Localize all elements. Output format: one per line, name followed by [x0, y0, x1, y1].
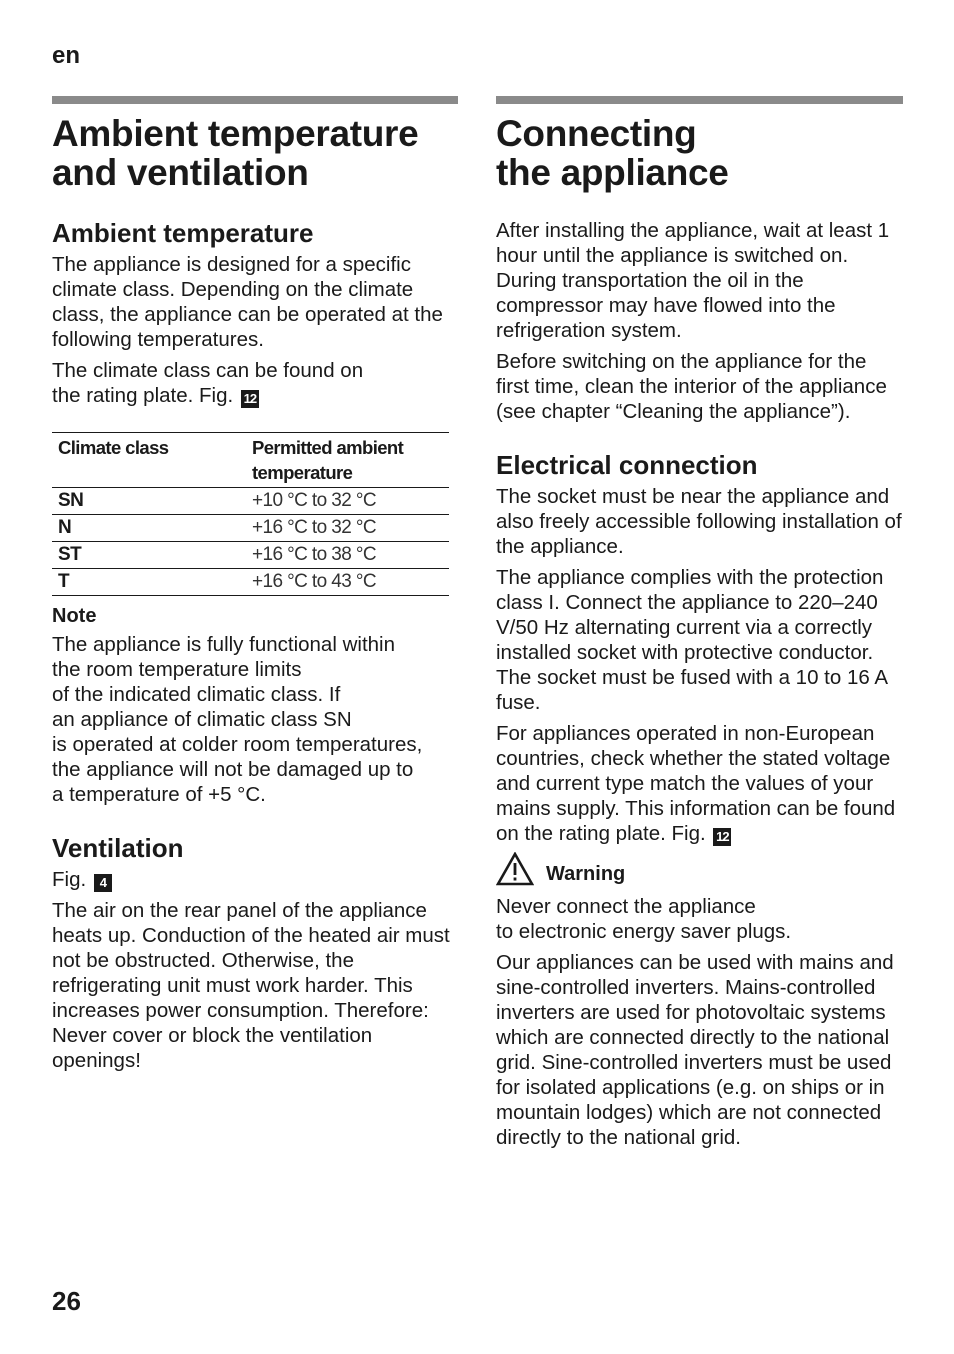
- title-line-1: Ambient temperature: [52, 113, 419, 154]
- table-row: [52, 515, 449, 542]
- left-section-title: [52, 114, 458, 192]
- warning-line-2: to electronic energy saver plugs.: [496, 920, 792, 943]
- climate-class-cell: T: [52, 569, 246, 596]
- temp-header-line-2: temperature: [252, 462, 353, 483]
- non-european-paragraph: [496, 721, 903, 846]
- climate-class-cell: N: [52, 515, 246, 542]
- clean-interior-paragraph: Before switching on the appliance for the first time, clean the interior of the appliance (see chapter “Cleaning the appliance”).: [496, 350, 887, 423]
- note-line: is operated at colder room temperatures,: [52, 733, 423, 756]
- climate-class-line-1: The climate class can be found on: [52, 359, 364, 382]
- temperature-range-cell: +16 °C to 38 °C: [246, 542, 449, 569]
- ventilation-heading: Ventilation: [52, 833, 184, 863]
- note-label: Note: [52, 605, 97, 627]
- fig-label: Fig.: [52, 868, 87, 891]
- section-rule: [496, 96, 903, 104]
- ventilation-paragraph: The air on the rear panel of the appliance heats up. Conduction of the heated air must not be obstructed. Otherwise, the refrigerating unit must work harder. This increases power consumption. Therefore: Never cover or block the ventilation openings!: [52, 899, 450, 1072]
- figure-ref-icon: 12: [241, 390, 259, 408]
- climate-class-cell: ST: [52, 542, 246, 569]
- ambient-paragraph: The appliance is designed for a specific climate class. Depending on the climate class, the appliance can be operated at the following temperatures.: [52, 253, 443, 351]
- warning-label: Warning: [546, 863, 626, 885]
- page-number: 26: [52, 1286, 81, 1316]
- temperature-range-cell: +16 °C to 32 °C: [246, 515, 449, 542]
- climate-class-table: [52, 432, 449, 596]
- climate-class-paragraph: [52, 358, 458, 408]
- title-line-2: and ventilation: [52, 152, 309, 193]
- language-code: en: [52, 42, 81, 69]
- col-temperature-header: [246, 433, 449, 488]
- table-row: [52, 488, 449, 515]
- figure-ref-icon: 4: [94, 874, 112, 892]
- warning-line-1: Never connect the appliance: [496, 895, 756, 918]
- note-line: The appliance is fully functional within: [52, 633, 395, 656]
- note-line: a temperature of +5 °C.: [52, 783, 266, 806]
- table-row: [52, 542, 449, 569]
- non-european-text: For appliances operated in non-European countries, check whether the stated voltage and current type match the values of your mains supply. This information can be found on the rating plate. Fig.: [496, 722, 896, 845]
- figure-ref-icon: 12: [713, 828, 731, 846]
- warning-paragraph: [496, 894, 903, 944]
- inverters-paragraph: Our appliances can be used with mains and sine-controlled inverters. Mains-controlled inverters are used for photovoltaic systems which are connected directly to the national grid. Sine-controlled inverters must be used for isolated applications (e.g. on ships or in mountain lodges) which are not connected directly to the national grid.: [496, 951, 894, 1149]
- note-line: the room temperature limits: [52, 658, 302, 681]
- note-line: the appliance will not be damaged up to: [52, 758, 414, 781]
- table-header-row: [52, 433, 449, 488]
- temperature-range-cell: +10 °C to 32 °C: [246, 488, 449, 515]
- ambient-temperature-heading: Ambient temperature: [52, 218, 314, 248]
- protection-class-paragraph: The appliance complies with the protection class I. Connect the appliance to 220–240 V/50 Hz alternating current via a correctly installed socket with protective conductor. The socket must be fused with a 10 to 16 A fuse.: [496, 566, 887, 714]
- temperature-range-cell: +16 °C to 43 °C: [246, 569, 449, 596]
- warning-header: [496, 852, 903, 886]
- table-row: [52, 569, 449, 596]
- install-wait-paragraph: After installing the appliance, wait at least 1 hour until the appliance is switched on. During transportation the oil in the compressor may have flowed into the refrigeration system.: [496, 219, 890, 342]
- note-paragraph: [52, 632, 458, 807]
- title-line-1: Connecting: [496, 113, 697, 154]
- col-climate-class-header: Climate class: [52, 433, 246, 488]
- left-column: [52, 96, 458, 1079]
- climate-class-line-2: the rating plate. Fig.: [52, 384, 234, 407]
- title-line-2: the appliance: [496, 152, 729, 193]
- note-line: of the indicated climatic class. If: [52, 683, 341, 706]
- climate-class-cell: SN: [52, 488, 246, 515]
- temp-header-line-1: Permitted ambient: [252, 437, 404, 458]
- right-section-title: [496, 114, 903, 192]
- socket-paragraph: The socket must be near the appliance and also freely accessible following installation of the appliance.: [496, 485, 902, 558]
- warning-triangle-icon: [496, 852, 534, 886]
- electrical-connection-heading: Electrical connection: [496, 450, 758, 480]
- note-line: an appliance of climatic class SN: [52, 708, 352, 731]
- right-column: [496, 96, 903, 1156]
- ventilation-fig-ref: [52, 867, 458, 892]
- section-rule: [52, 96, 458, 104]
